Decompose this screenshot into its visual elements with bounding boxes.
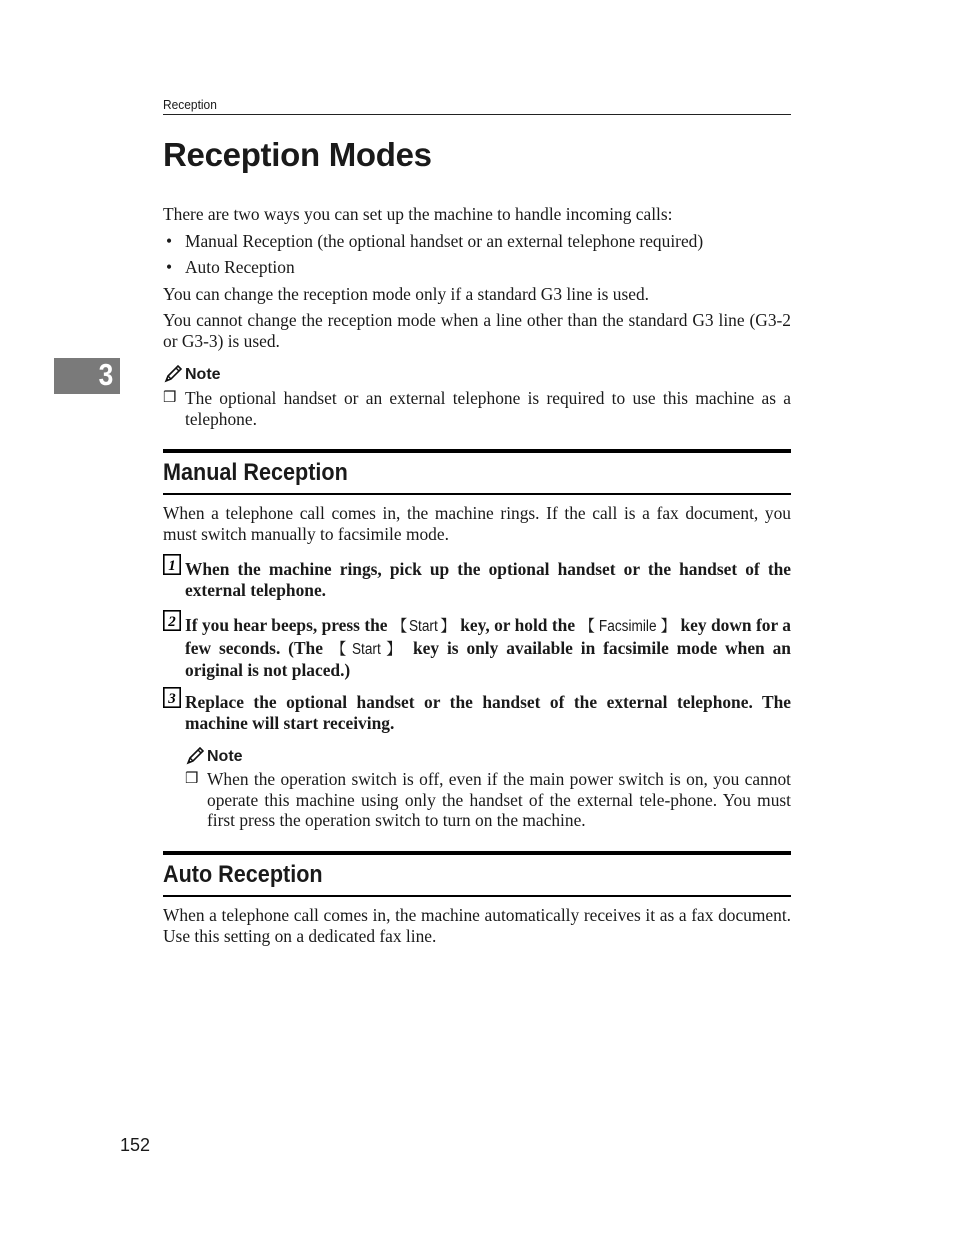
note-label: Note: [185, 366, 221, 383]
step-1-number: 1: [168, 558, 176, 574]
page-title: Reception Modes: [163, 136, 432, 173]
running-head: Reception: [163, 97, 217, 112]
step-2-number: 2: [168, 614, 176, 630]
step-2-part: key down for a few seconds. (The: [185, 615, 791, 658]
section-title-manual: Manual Reception: [163, 459, 348, 486]
note-item: [163, 388, 791, 429]
facsimile-key-label: Facsimile: [598, 618, 657, 635]
step-3-number: 3: [168, 691, 176, 707]
section-title-auto: Auto Reception: [163, 861, 323, 888]
start-key: 【 Start 】: [392, 618, 456, 635]
checkbox-icon: ❒: [185, 771, 199, 787]
intro-para-1: You can change the reception mode only if a standard G3 line is used.: [163, 284, 650, 304]
step-2-text: [185, 615, 791, 681]
step-2-part: key is only available in facsimile mode when an original is not placed.): [185, 637, 791, 680]
section-rule-top: [163, 449, 791, 453]
intro-para-2: You cannot change the reception mode when a line other than the standard G3 line (G3-2 or G3-3) is used.: [163, 310, 791, 351]
section-rule-bottom: [163, 493, 791, 495]
step-2-badge: [163, 610, 181, 631]
manual-intro: When a telephone call comes in, the machine rings. If the call is a fax document, you must switch manually to facsimile mode.: [163, 503, 791, 544]
section-rule-bottom: [163, 895, 791, 897]
start-key-label: Start: [409, 618, 439, 635]
page-number: 152: [120, 1135, 151, 1155]
pencil-icon: [185, 747, 205, 765]
bullet-text: Auto Reception: [185, 257, 295, 277]
section-rule-top: [163, 851, 791, 855]
note-item: [185, 769, 791, 831]
note-text: When the operation switch is off, even if the main power switch is on, you cannot operate this machine using only the handset of the external tele-phone. You must first press the operation switch to turn on the machine.: [207, 769, 791, 830]
note-text: The optional handset or an external telephone is required to use this machine as a telephone.: [185, 388, 791, 429]
bullet-text: Manual Reception (the optional handset or an external telephone required): [185, 231, 704, 251]
checkbox-icon: ❒: [163, 390, 177, 406]
intro-lead: There are two ways you can set up the machine to handle incoming calls:: [163, 204, 673, 224]
bullet-icon: •: [166, 231, 173, 251]
step-3-text: Replace the optional handset or the handset of the external telephone. The machine will start receiving.: [185, 692, 791, 733]
chapter-number: 3: [98, 357, 113, 392]
chapter-tab: [54, 358, 120, 394]
step-3-badge: [163, 687, 181, 708]
step-1-text: When the machine rings, pick up the optional handset or the handset of the external telephone.: [185, 559, 791, 600]
auto-text: When a telephone call comes in, the machine automatically receives it as a fax document. Use this setting on a dedicated fax line.: [163, 905, 791, 946]
pencil-icon: [163, 365, 183, 383]
step-2-part: If you hear beeps, press the: [185, 615, 392, 635]
step-1-badge: [163, 554, 181, 575]
note-label: Note: [207, 748, 243, 765]
bullet-icon: •: [166, 257, 173, 277]
start-key-label: Start: [351, 640, 381, 658]
start-key: 【 Start 】: [331, 641, 405, 658]
step-2-part: key, or hold the: [455, 615, 580, 635]
header-rule: [163, 114, 791, 115]
facsimile-key: 【 Facsimile 】: [579, 618, 676, 635]
